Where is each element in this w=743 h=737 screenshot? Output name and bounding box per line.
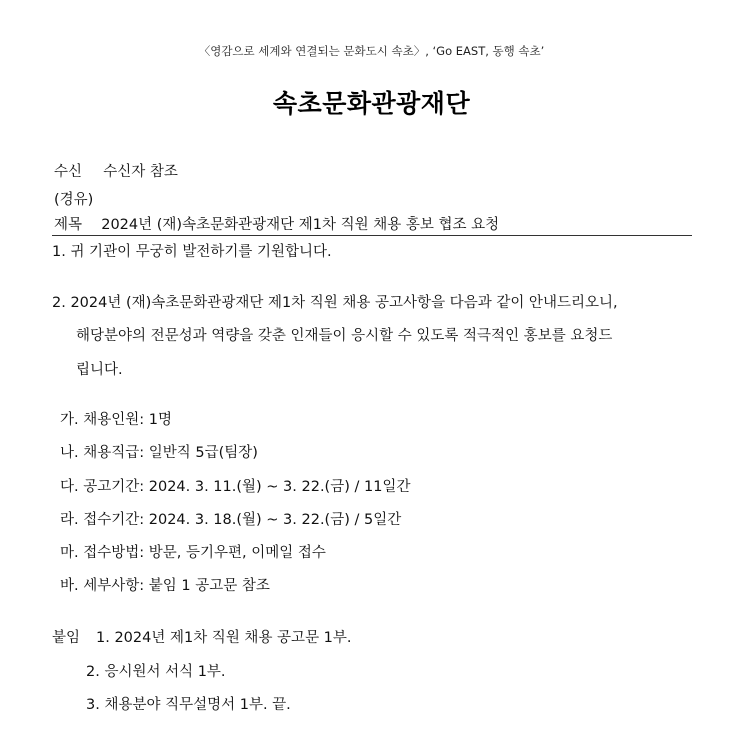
organization-title: 속초문화관광재단: [272, 89, 471, 118]
attachment-item: 3. 채용분야 직무설명서 1부. 끝.: [86, 697, 291, 713]
subject-divider: [52, 235, 692, 236]
recipient-line: [54, 160, 178, 181]
attachments-label: 붙임: [52, 630, 81, 646]
detail-item: 나. 채용직급: 일반직 5급(팀장): [60, 445, 258, 461]
detail-item: 마. 접수방법: 방문, 등기우편, 이메일 접수: [60, 545, 326, 561]
paragraph-2-line-3: 립니다.: [76, 362, 123, 378]
paragraph-1: 1. 귀 기관이 무궁히 발전하기를 기원합니다.: [52, 244, 332, 260]
attachment-item: 2. 응시원서 서식 1부.: [86, 664, 226, 680]
subject-label: 제목: [54, 217, 83, 233]
detail-item: 바. 세부사항: 붙임 1 공고문 참조: [60, 578, 270, 594]
subject-value: 2024년 (재)속초문화관광재단 제1차 직원 채용 홍보 협조 요청: [101, 217, 500, 233]
via-line: (경유): [54, 192, 94, 208]
detail-item: 가. 채용인원: 1명: [60, 412, 172, 428]
detail-item: 다. 공고기간: 2024. 3. 11.(월) ~ 3. 22.(금) / 11일간: [60, 479, 411, 495]
attachment-item: 1. 2024년 제1차 직원 채용 공고문 1부.: [96, 630, 352, 646]
detail-item: 라. 접수기간: 2024. 3. 18.(월) ~ 3. 22.(금) / 5일간: [60, 512, 402, 528]
recipient-value: 수신자 참조: [103, 164, 178, 180]
paragraph-2-line-2: 해당분야의 전문성과 역량을 갖춘 인재들이 응시할 수 있도록 적극적인 홍보를 요청드: [76, 328, 613, 344]
paragraph-2-line-1: 2. 2024년 (재)속초문화관광재단 제1차 직원 채용 공고사항을 다음과 같이 안내드리오니,: [52, 295, 618, 311]
slogan: 〈영감으로 세계와 연결되는 문화도시 속초〉, ‘Go EAST, 동행 속초’: [198, 44, 545, 58]
recipient-label: 수신: [54, 164, 83, 180]
subject-line: [54, 213, 499, 234]
